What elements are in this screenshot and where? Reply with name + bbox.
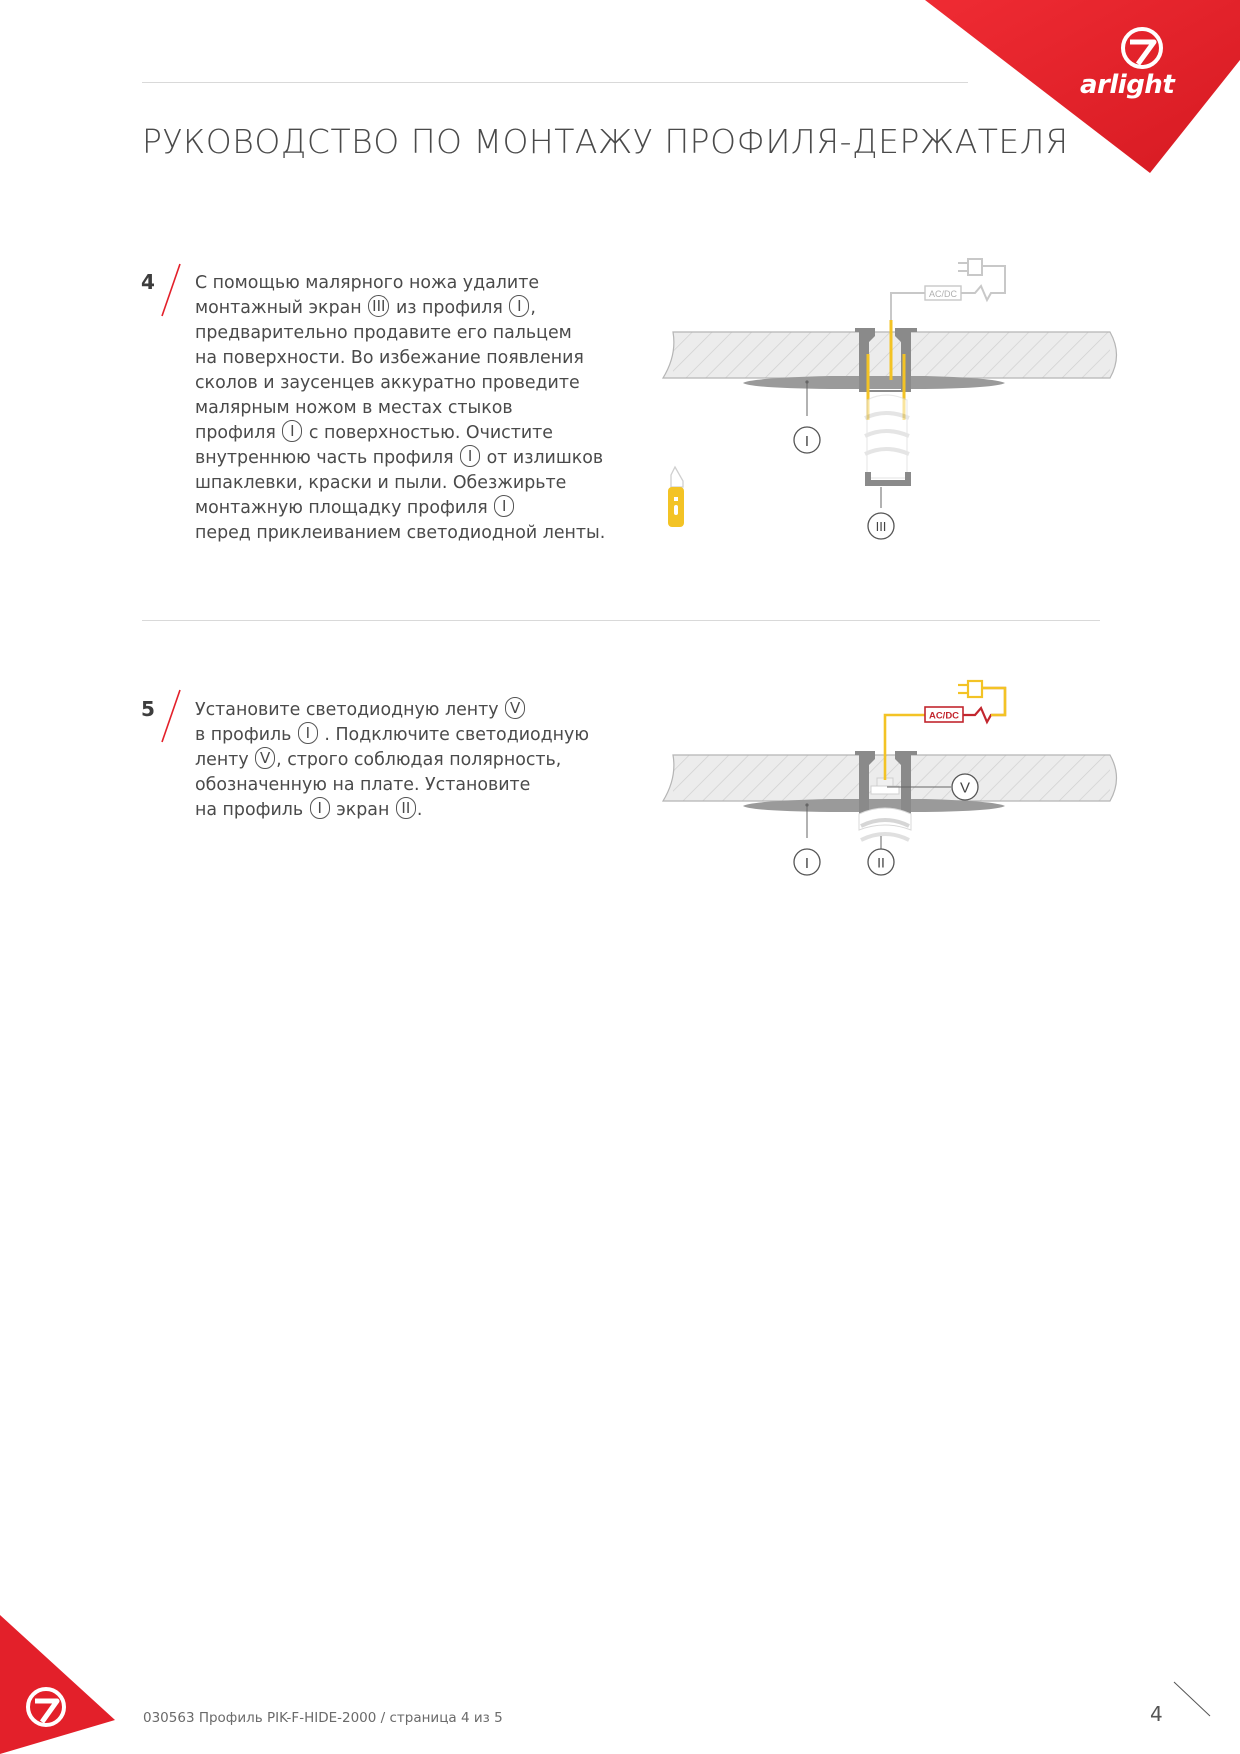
text-segment: Установите светодиодную ленту — [195, 700, 505, 720]
text-segment: ленту — [195, 750, 255, 770]
text-line — [195, 723, 589, 748]
part-reference-badge: I — [509, 295, 529, 317]
part-reference-badge: I — [460, 445, 480, 467]
utility-knife-icon — [666, 465, 688, 531]
callout-II-label: II — [877, 854, 885, 871]
text-line — [195, 773, 589, 798]
text-line — [195, 396, 605, 421]
text-segment: предварительно продавите его пальцем — [195, 323, 572, 343]
text-segment: обозначенную на плате. Установите — [195, 775, 531, 795]
part-reference-badge: V — [255, 747, 275, 769]
callout-I-label: I — [804, 855, 810, 872]
callout-I-label: I — [804, 433, 810, 450]
text-segment: с поверхностью. Очистите — [303, 423, 553, 443]
text-line — [195, 698, 589, 723]
text-segment: малярным ножом в местах стыков — [195, 398, 513, 418]
text-line — [195, 798, 589, 823]
text-line — [195, 496, 605, 521]
text-segment: в профиль — [195, 725, 297, 745]
step-4-power-label: AC/DC — [928, 289, 958, 299]
header-divider — [142, 82, 968, 83]
section-divider — [142, 620, 1100, 621]
text-line — [195, 748, 589, 773]
step-5-power-label: AC/DC — [928, 710, 960, 722]
step-4-slash-icon — [158, 262, 184, 320]
text-line — [195, 471, 605, 496]
step-5-diagram — [655, 670, 1135, 890]
text-segment: . Подключите светодиодную — [318, 725, 589, 745]
callout-V-label: V — [959, 779, 971, 797]
page-title: РУКОВОДСТВО ПО МОНТАЖУ ПРОФИЛЯ-ДЕРЖАТЕЛЯ — [142, 122, 1069, 161]
text-line — [195, 346, 605, 371]
part-reference-badge: I — [282, 420, 302, 442]
text-line — [195, 421, 605, 446]
text-segment: монтажную площадку профиля — [195, 498, 494, 518]
part-reference-badge: I — [298, 722, 318, 744]
step-4-number: 4 — [141, 270, 155, 294]
step-5-slash-icon — [158, 688, 184, 746]
step-5-text — [195, 698, 589, 823]
text-segment: внутреннюю часть профиля — [195, 448, 460, 468]
text-segment: от излишков — [481, 448, 604, 468]
text-segment: сколов и заусенцев аккуратно проведите — [195, 373, 580, 393]
brand-name: arlight — [1080, 70, 1175, 100]
text-segment: . — [416, 800, 423, 820]
step-5-number: 5 — [141, 697, 155, 721]
callout-III-label: III — [875, 519, 887, 534]
text-line — [195, 521, 605, 546]
part-reference-badge: I — [310, 797, 330, 819]
part-reference-badge: III — [368, 295, 389, 317]
text-segment: на поверхности. Во избежание появления — [195, 348, 584, 368]
part-reference-badge: II — [396, 797, 416, 819]
text-segment: на профиль — [195, 800, 309, 820]
footer-text: 030563 Профиль PIK-F-HIDE-2000 / страница 4 из 5 — [143, 1710, 503, 1726]
text-segment: , — [530, 298, 536, 318]
text-segment: шпаклевки, краски и пыли. Обезжирьте — [195, 473, 567, 493]
text-segment: , строго соблюдая полярность, — [276, 750, 562, 770]
text-segment: профиля — [195, 423, 282, 443]
text-line — [195, 446, 605, 471]
part-reference-badge: V — [505, 697, 525, 719]
page-corner-line-icon — [1172, 1680, 1212, 1720]
footer-brand-corner — [0, 1615, 120, 1754]
text-line — [195, 321, 605, 346]
text-segment: С помощью малярного ножа удалите — [195, 273, 540, 293]
text-line — [195, 271, 605, 296]
text-line — [195, 371, 605, 396]
part-reference-badge: I — [494, 495, 514, 517]
text-segment: перед приклеиванием светодиодной ленты. — [195, 523, 606, 543]
step-4-diagram — [655, 250, 1135, 550]
text-segment: экран — [330, 800, 395, 820]
page-number: 4 — [1150, 1702, 1163, 1726]
text-segment: монтажный экран — [195, 298, 368, 318]
step-4-text — [195, 271, 605, 546]
text-segment: из профиля — [390, 298, 509, 318]
text-line — [195, 296, 605, 321]
